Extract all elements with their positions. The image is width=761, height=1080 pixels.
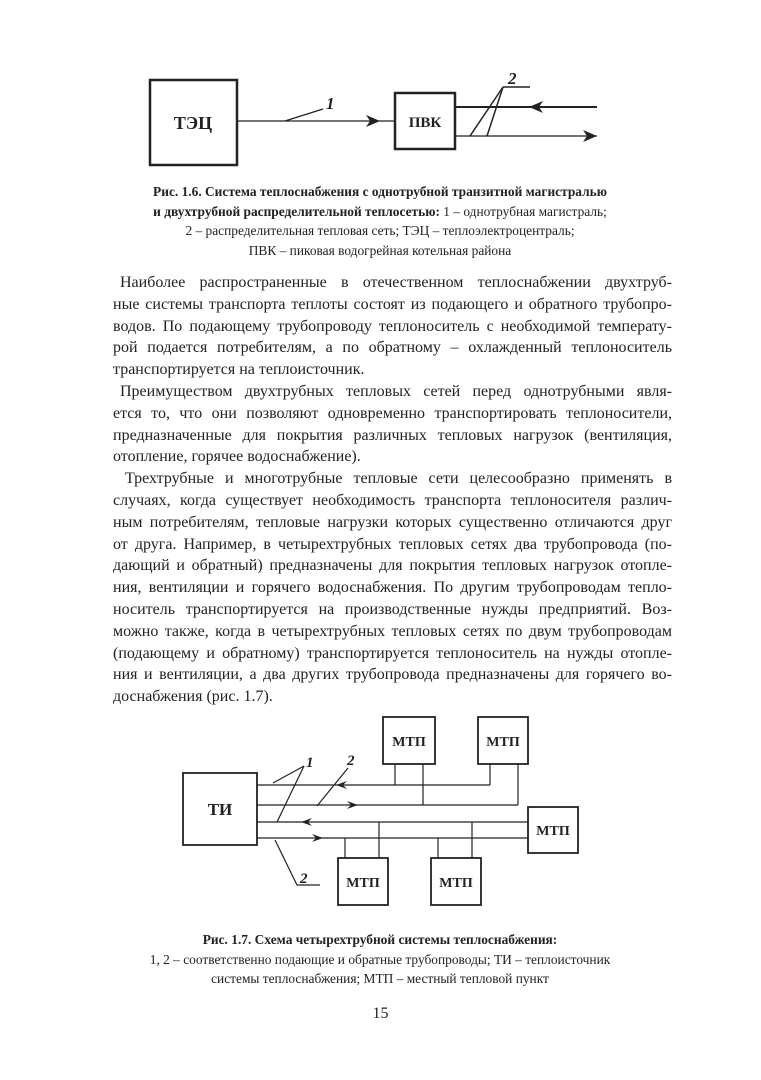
fig7-label-2-bottom: 2 (300, 871, 308, 887)
text-line: ется то, что они позволяют одновременно транспортировать теплоносители, (113, 404, 672, 422)
text-line: предназначенные для покрытия различных тепловых нагрузок (вентиляция, (113, 426, 672, 444)
caption-text: 2 – распределительная тепловая сеть; ТЭЦ – теплоэлектроцентраль; (185, 223, 575, 238)
caption-title-cont: и двухтрубной распределительной теплосетью: (153, 203, 440, 219)
caption-title: Рис. 1.6. Система теплоснабжения с однотрубной транзитной магистралью (153, 184, 607, 199)
fig7-label-2: 2 (347, 753, 355, 769)
text-line: Трехтрубные и многотрубные тепловые сети целесообразно применять в (125, 470, 672, 488)
caption-text: системы теплоснабжения; МТП – местный тепловой пункт (211, 971, 549, 986)
text-line: ния, вентиляции и горячего водоснабжения. По другим трубопроводам тепло- (113, 579, 672, 597)
figure-1-7-caption (90, 930, 670, 989)
mtp-label: МТП (439, 876, 473, 891)
text-line: от друга. Например, в четырехтрубных тепловых сетях два трубопровода (по- (113, 535, 672, 553)
caption-title: Рис. 1.7. Схема четырехтрубной системы теплоснабжения: (202, 932, 558, 947)
text-line: (подающему и обратному) транспортируется теплоноситель на нужды отопле- (113, 644, 672, 662)
caption-text: 1 – однотрубная магистраль; (439, 203, 607, 219)
fig7-label-1: 1 (306, 755, 314, 771)
mtp-label: МТП (486, 735, 520, 750)
caption-text: ПВК – пиковая водогрейная котельная района (248, 242, 512, 258)
tec-label: ТЭЦ (173, 113, 213, 133)
body-text (113, 272, 672, 708)
text-line: отопление, горячее водоснабжение). (113, 448, 361, 466)
fig6-label-2: 2 (508, 69, 517, 88)
ti-label: ТИ (207, 800, 233, 819)
caption-text: 1, 2 – соответственно подающие и обратные трубопроводы; ТИ – теплоисточник (149, 951, 611, 967)
figure-1-6-caption (90, 182, 670, 260)
text-line: ные системы транспорта теплоты состоят из подающего и обратного трубопро- (113, 295, 672, 313)
text-line: можно также, когда в четырехтрубных тепловых сетях по двум трубопроводам (113, 622, 672, 640)
fig6-label-1: 1 (326, 94, 335, 113)
text-line: рой подается потребителям, а по обратному – охлажденный теплоноситель (113, 339, 672, 357)
figure-1-6-diagram (150, 80, 597, 165)
text-line: ным потребителям, тепловые нагрузки которых существенно отличаются друг (113, 513, 672, 531)
text-line: Преимуществом двухтрубных тепловых сетей перед однотрубными явля- (120, 382, 672, 400)
text-line: транспортируется на теплоисточник. (113, 361, 365, 379)
mtp-label: МТП (536, 824, 570, 839)
page-number: 15 (372, 1005, 389, 1022)
pvk-label: ПВК (408, 115, 442, 131)
mtp-label: МТП (346, 876, 380, 891)
text-line: носитель транспортируется на производственные нужды предприятий. Воз- (113, 600, 672, 618)
text-line: водов. По подающему трубопроводу теплоноситель с необходимой температу- (113, 317, 672, 335)
text-line: случаях, когда существует необходимость транспорта теплоносителя различ- (113, 491, 672, 509)
mtp-label: МТП (392, 735, 426, 750)
text-line: Наиболее распространенные в отечественном теплоснабжении двухтруб- (120, 274, 672, 291)
text-line: ния и вентиляции, а два других трубопровода предназначены для горячего во- (113, 666, 672, 684)
text-line: дающий и обратный) предназначены для покрытия тепловых нагрузок отопле- (113, 557, 672, 575)
text-line: доснабжения (рис. 1.7). (113, 688, 273, 706)
